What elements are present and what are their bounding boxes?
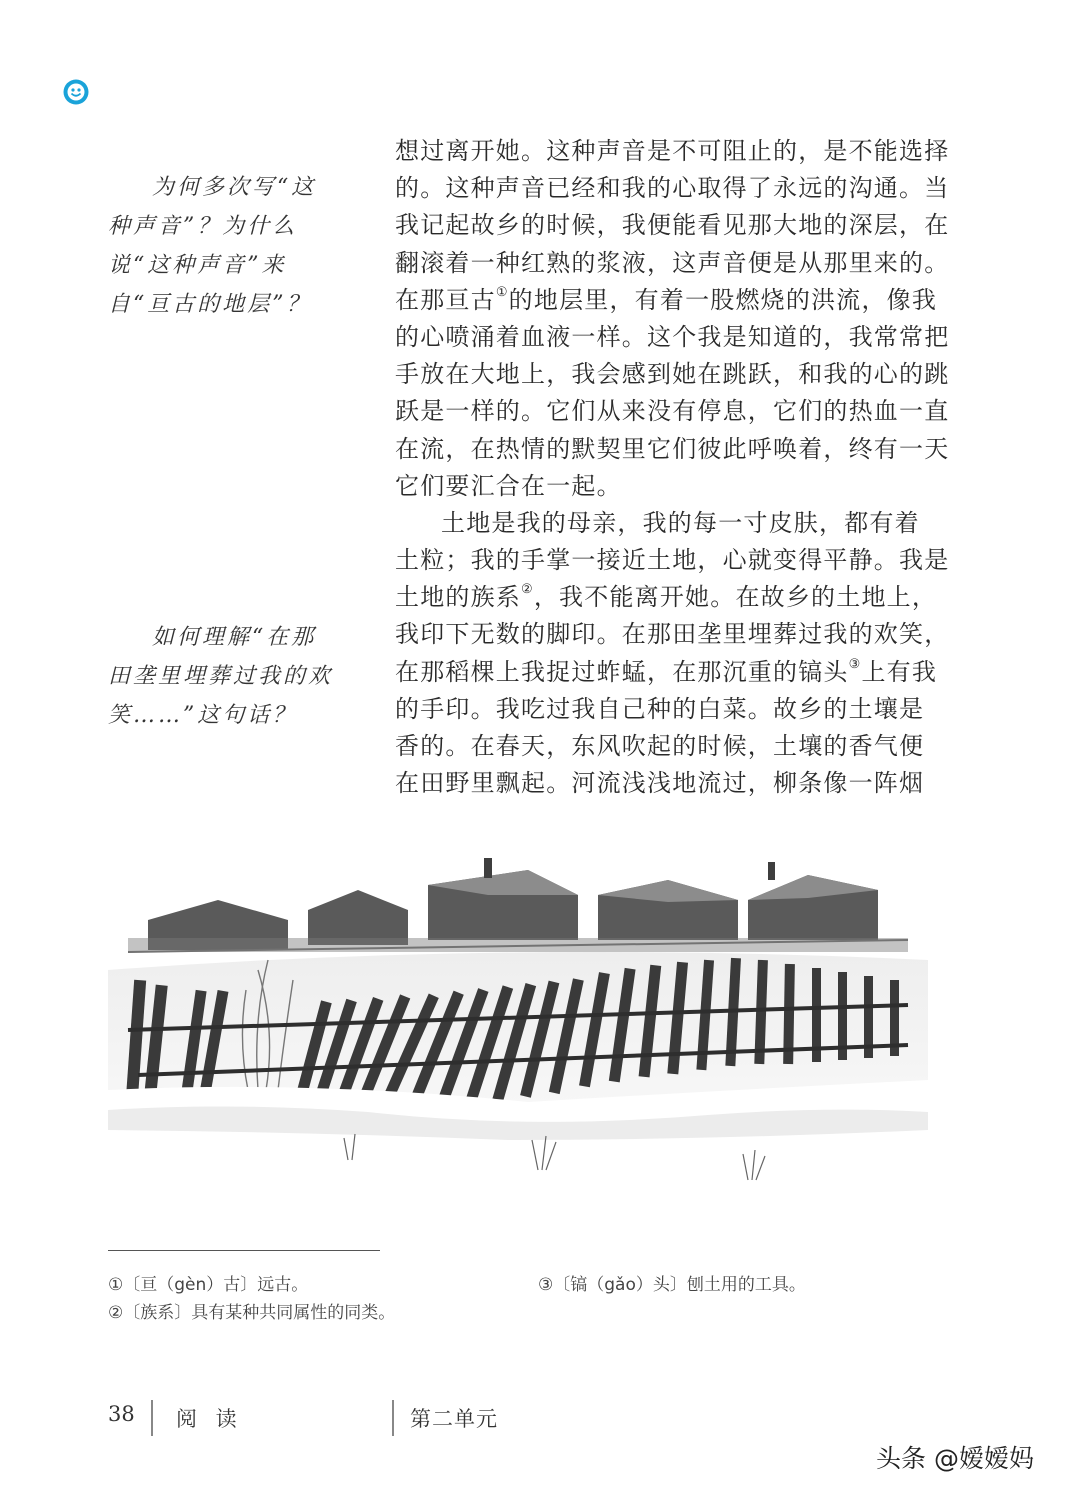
margin-question-2: 如何理解“在那田垄里埋葬过我的欢笑……”这句话？	[108, 625, 334, 728]
watermark: 头条 @嫒嫒妈	[876, 1444, 1034, 1473]
footnote-marker: ②	[521, 582, 534, 598]
footnote-marker: ③	[848, 656, 862, 672]
text-line	[395, 654, 938, 691]
section-label: 阅 读	[176, 1407, 243, 1431]
village-fence-photo	[108, 840, 928, 1240]
text-segment: 在那亘古	[395, 285, 496, 314]
text-line	[395, 579, 938, 616]
text-line	[395, 282, 938, 319]
text-segment: 土地的族系	[395, 583, 521, 612]
text-line: 的。这种声音已经和我的心取得了永远的沟通。当	[395, 174, 950, 203]
smiley-icon	[62, 78, 90, 106]
text-line: 土地是我的母亲，我的每一寸皮肤，都有着	[441, 508, 920, 537]
main-text	[395, 133, 950, 802]
text-line: 土粒；我的手掌一接近土地，心就变得平静。我是	[395, 546, 950, 575]
text-line: 手放在大地上，我会感到她在跳跃，和我的心的跳	[395, 360, 950, 389]
footer-divider	[392, 1400, 394, 1436]
margin-question-1: 为何多次写“这种声音”？为什么说“这种声音”来自“亘古的地层”？	[108, 175, 317, 317]
text-line: 的手印。我吃过我自己种的白菜。故乡的土壤是	[395, 694, 925, 723]
text-line: 翻滚着一种红熟的浆液，这声音便是从那里来的。	[395, 248, 950, 277]
text-line: 在流，在热情的默契里它们彼此呼唤着，终有一天	[395, 434, 950, 463]
footnote-1: ①〔亘（gèn）古〕远古。	[108, 1275, 309, 1295]
unit-label: 第二单元	[410, 1407, 498, 1431]
text-line: 香的。在春天，东风吹起的时候，土壤的香气便	[395, 732, 925, 760]
footnote-divider	[108, 1250, 380, 1251]
footer-divider	[151, 1400, 153, 1436]
text-line: 我记起故乡的时候，我便能看见那大地的深层，在	[395, 211, 950, 240]
footnote-3: ③〔镐（gǎo）头〕刨土用的工具。	[538, 1275, 806, 1295]
text-line: 跃是一样的。它们从来没有停息，它们的热血一直	[395, 397, 950, 426]
page-number: 38	[108, 1402, 135, 1426]
text-line: 的心喷涌着血液一样。这个我是知道的，我常常把	[395, 322, 950, 351]
text-line: 它们要汇合在一起。	[395, 471, 622, 500]
text-segment: 的地层里，有着一股燃烧的洪流，像我	[508, 285, 938, 314]
text-line: 我印下无数的脚印。在那田垄里埋葬过我的欢笑，	[395, 620, 950, 649]
text-segment: ，我不能离开她。在故乡的土地上，	[533, 583, 938, 612]
text-segment: 上有我	[861, 657, 938, 686]
text-segment: 在那稻棵上我捉过蚱蜢，在那沉重的镐头	[395, 657, 849, 686]
text-line: 在田野里飘起。河流浅浅地流过，柳条像一阵烟	[395, 769, 925, 798]
footnote-marker: ①	[495, 284, 509, 300]
footnote-2: ②〔族系〕具有某种共同属性的同类。	[108, 1303, 396, 1323]
text-line: 想过离开她。这种声音是不可阻止的，是不能选择	[395, 137, 950, 165]
